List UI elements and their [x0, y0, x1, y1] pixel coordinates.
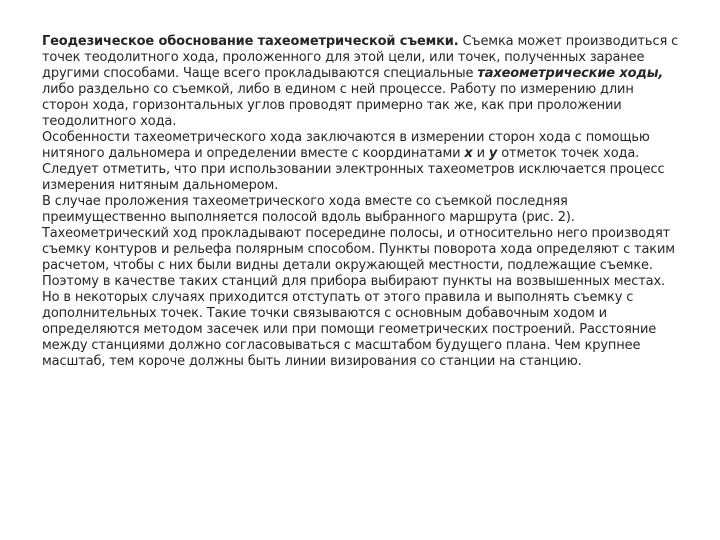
emphasized-term: тахеометрические ходы,: [477, 66, 664, 81]
paragraph-stations: [42, 274, 682, 370]
paragraph-strip-survey: [42, 194, 682, 274]
paragraph-text: Особенности тахеометрического хода заключаются в измерении сторон хода с помощью нитяного дальномера и определении вместе с координатами: [42, 130, 650, 161]
paragraph-text: и: [472, 146, 489, 161]
paragraph-heading: Геодезическое обоснование тахеометрической съемки.: [42, 34, 459, 49]
paragraph-text: Съемка может производиться с точек теодолитного хода, проложенного для этой цели, или точек, полученных заранее другими способами. Чаще всего прокладываются специальные: [42, 34, 679, 81]
body-text: [42, 34, 682, 370]
paragraph-text: отметок точек хода. Следует отметить, что при использовании электронных тахеометров исключается процесс измерения нитяным дальномером.: [42, 146, 665, 193]
paragraph-text: В случае проложения тахеометрического хода вместе со съемкой последняя преимущественно выполняется полосой вдоль выбранного маршрута (рис. 2). Тахеометрический ход прокладывают посередине полосы, и относительно него производят съемку контуров и рельефа полярным способом. Пункты поворота хода определяют с таким расчетом, чтобы с них были видны детали окружающей местности, подлежащие съемке.: [42, 194, 675, 273]
paragraph-traverse-features: [42, 130, 682, 194]
paragraph-survey-basis: [42, 34, 682, 130]
x-coordinate-symbol: х: [464, 146, 473, 161]
paragraph-text: либо раздельно со съемкой, либо в едином с ней процессе. Работу по измерению длин сторон хода, горизонтальных углов проводят примерно так же, как при проложении теодолитного хода.: [42, 82, 634, 129]
paragraph-text: Поэтому в качестве таких станций для прибора выбирают пункты на возвышенных местах. Но в некоторых случаях приходится отступать от этого правила и выполнять съемку с дополнительных точек. Такие точки связываются с основным добавочным ходом и определяются методом засечек или при помощи геометрических построений. Расстояние между станциями должно согласовываться с масштабом будущего плана. Чем крупнее масштаб, тем короче должны быть линии визирования со станции на станцию.: [42, 274, 666, 369]
y-coordinate-symbol: у: [488, 146, 498, 161]
